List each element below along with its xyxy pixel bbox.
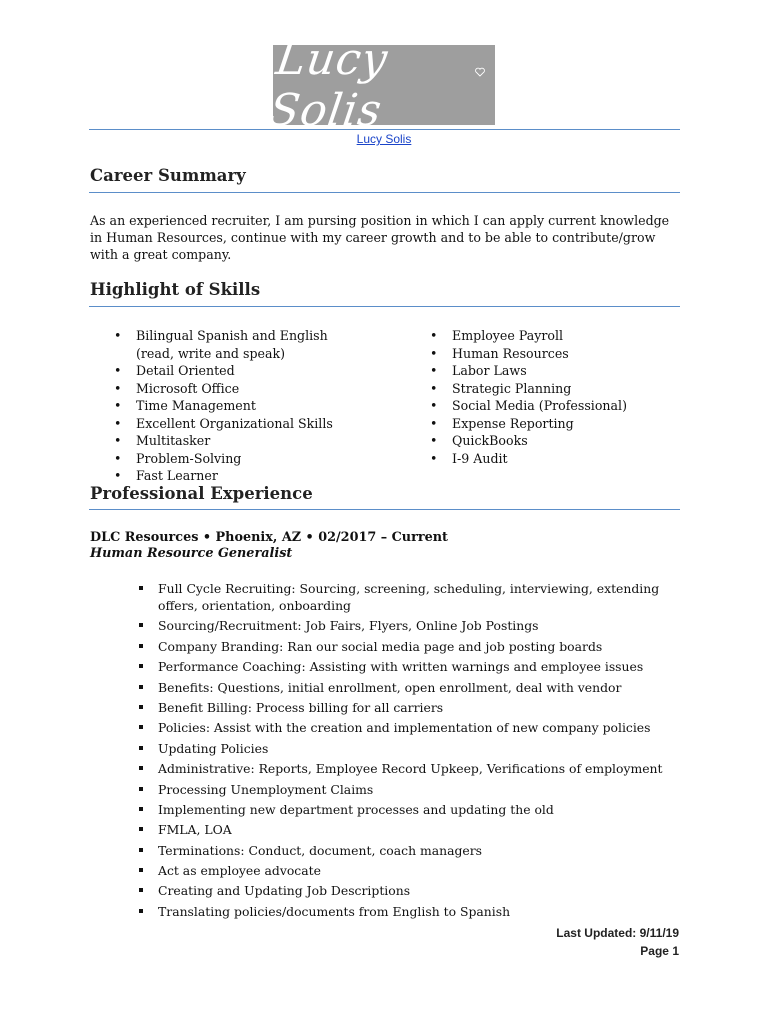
skills-list-right <box>426 327 686 467</box>
skill-item: • Human Resources <box>426 345 686 363</box>
skill-item: • QuickBooks <box>426 432 686 450</box>
experience-divider <box>89 509 680 510</box>
experience-heading: Professional Experience <box>90 484 313 503</box>
duty-item: Full Cycle Recruiting: Sourcing, screening, scheduling, interviewing, extending offers, orientation, onboarding <box>136 580 676 614</box>
career-summary-divider <box>89 192 680 193</box>
duty-item: Implementing new department processes and updating the old <box>136 801 676 818</box>
skill-item: • Labor Laws <box>426 362 686 380</box>
duty-item: Benefit Billing: Process billing for all carriers <box>136 699 676 716</box>
skill-item: • Detail Oriented <box>110 362 360 380</box>
skill-item: • Problem-Solving <box>110 450 360 468</box>
skill-item: • Fast Learner <box>110 467 360 485</box>
duty-item: Act as employee advocate <box>136 862 676 879</box>
duty-item: Policies: Assist with the creation and implementation of new company policies <box>136 719 676 736</box>
skill-item: • Excellent Organizational Skills <box>110 415 360 433</box>
page-number: Page 1 <box>640 944 679 958</box>
skills-divider <box>89 306 680 307</box>
skill-item: • Multitasker <box>110 432 360 450</box>
career-summary-heading: Career Summary <box>90 166 246 185</box>
duty-item: FMLA, LOA <box>136 821 676 838</box>
duty-item: Creating and Updating Job Descriptions <box>136 882 676 899</box>
heart-icon <box>475 67 485 77</box>
name-link[interactable]: Lucy Solis <box>356 132 412 146</box>
name-logo <box>265 34 495 136</box>
skill-item: • I-9 Audit <box>426 450 686 468</box>
skill-item: • Social Media (Professional) <box>426 397 686 415</box>
duty-item: Administrative: Reports, Employee Record Upkeep, Verifications of employment <box>136 760 676 777</box>
skills-heading: Highlight of Skills <box>90 280 261 299</box>
skill-item: • Expense Reporting <box>426 415 686 433</box>
header-divider <box>89 129 680 130</box>
skill-item: • Strategic Planning <box>426 380 686 398</box>
skill-item: • Employee Payroll <box>426 327 686 345</box>
duty-item: Company Branding: Ran our social media page and job posting boards <box>136 638 676 655</box>
skill-item: • Microsoft Office <box>110 380 360 398</box>
skill-item: • Time Management <box>110 397 360 415</box>
career-summary-text: As an experienced recruiter, I am pursing position in which I can apply current knowledge in Human Resources, continue with my career growth and to be able to contribute/grow with a great company. <box>90 213 670 262</box>
duty-item: Sourcing/Recruitment: Job Fairs, Flyers, Online Job Postings <box>136 617 676 634</box>
duty-item: Updating Policies <box>136 740 676 757</box>
duty-item: Terminations: Conduct, document, coach managers <box>136 842 676 859</box>
last-updated: Last Updated: 9/11/19 <box>556 926 679 940</box>
duties-list <box>136 580 676 923</box>
duty-item: Processing Unemployment Claims <box>136 781 676 798</box>
duty-item: Translating policies/documents from English to Spanish <box>136 903 676 920</box>
duty-item: Benefits: Questions, initial enrollment, open enrollment, deal with vendor <box>136 679 676 696</box>
job-title: Human Resource Generalist <box>90 546 293 561</box>
logo-text: Lucy Solis <box>265 34 392 136</box>
skill-item: • Bilingual Spanish and English (read, write and speak) <box>110 327 360 362</box>
skills-list-left <box>110 327 360 485</box>
duty-item: Performance Coaching: Assisting with written warnings and employee issues <box>136 658 676 675</box>
job-employer-line: DLC Resources • Phoenix, AZ • 02/2017 – Current <box>90 530 448 545</box>
